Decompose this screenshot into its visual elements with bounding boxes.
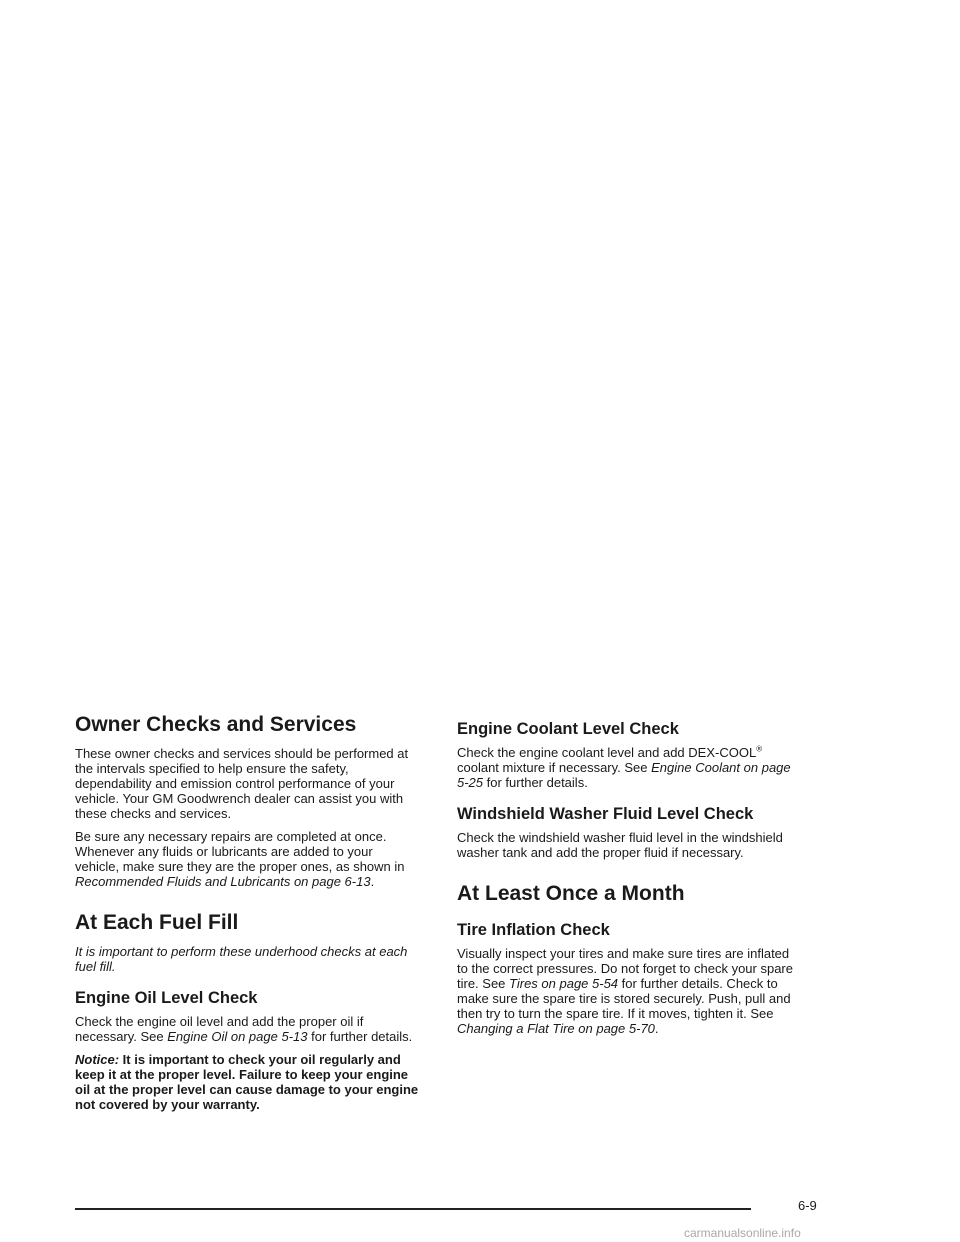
left-column <box>75 713 420 1120</box>
link-engine-oil[interactable]: Engine Oil on page 5-13 <box>167 1029 308 1045</box>
notice-label: Notice: <box>75 1052 120 1068</box>
right-column <box>457 713 802 1044</box>
registered-mark: ® <box>756 744 763 754</box>
subsection-title-washer-check: Windshield Washer Fluid Level Check <box>457 804 754 823</box>
repairs-paragraph: Be sure any necessary repairs are completed at once. Whenever any fluids or lubricants are added to your vehicle, make sure they are the proper ones, as shown in Recommended Fluids and Lubricants on page 6-13. <box>75 829 405 890</box>
link-changing-flat-tire[interactable]: Changing a Flat Tire on page 5-70 <box>457 1021 655 1037</box>
link-engine-coolant[interactable]: Engine Coolant on page 5-25 <box>457 759 791 790</box>
oil-check-paragraph: Check the engine oil level and add the proper oil if necessary. See Engine Oil on page 5-13 for further details. <box>75 1014 413 1045</box>
notice-paragraph: Notice: It is important to check your oil regularly and keep it at the proper level. Failure to keep your engine oil at the proper level can cause damage to your engine not covered by your warranty. <box>75 1052 419 1113</box>
watermark: carmanualsonline.info <box>684 1226 801 1240</box>
link-tires[interactable]: Tires on page 5-54 <box>509 976 619 992</box>
link-recommended-fluids[interactable]: Recommended Fluids and Lubricants on page 6-13 <box>75 874 371 890</box>
section-title-once-a-month: At Least Once a Month <box>457 881 685 905</box>
subsection-title-coolant-check: Engine Coolant Level Check <box>457 720 679 738</box>
section-title-fuel-fill: At Each Fuel Fill <box>75 911 239 935</box>
subsection-title-tire-check: Tire Inflation Check <box>457 921 610 940</box>
subsection-title-oil-check: Engine Oil Level Check <box>75 989 258 1008</box>
intro-paragraph: These owner checks and services should be performed at the intervals specified to help ensure the safety, dependability and emission control performance of your vehicle. Your GM Goodwrench dealer can assist you with these checks and services. <box>75 746 409 822</box>
section-title-owner-checks: Owner Checks and Services <box>75 713 357 736</box>
footer-rule <box>75 1208 751 1210</box>
fuel-fill-note: It is important to perform these underhood checks at each fuel fill. <box>75 944 408 975</box>
washer-paragraph: Check the windshield washer fluid level in the windshield washer tank and add the proper fluid if necessary. <box>457 829 783 860</box>
page-number: 6-9 <box>798 1198 817 1213</box>
tire-paragraph: Visually inspect your tires and make sure tires are inflated to the correct pressures. Do not forget to check your spare tire. See Tires on page 5-54 for further details. Check to make sure the spare tire is stored securely. Push, pull and then try to turn the spare tire. If it moves, tighten it. See Changing a Flat Tire on page 5-70. <box>457 946 793 1037</box>
coolant-paragraph: Check the engine coolant level and add DEX-COOL® coolant mixture if necessary. See Engine Coolant on page 5-25 for further details. <box>457 744 791 790</box>
